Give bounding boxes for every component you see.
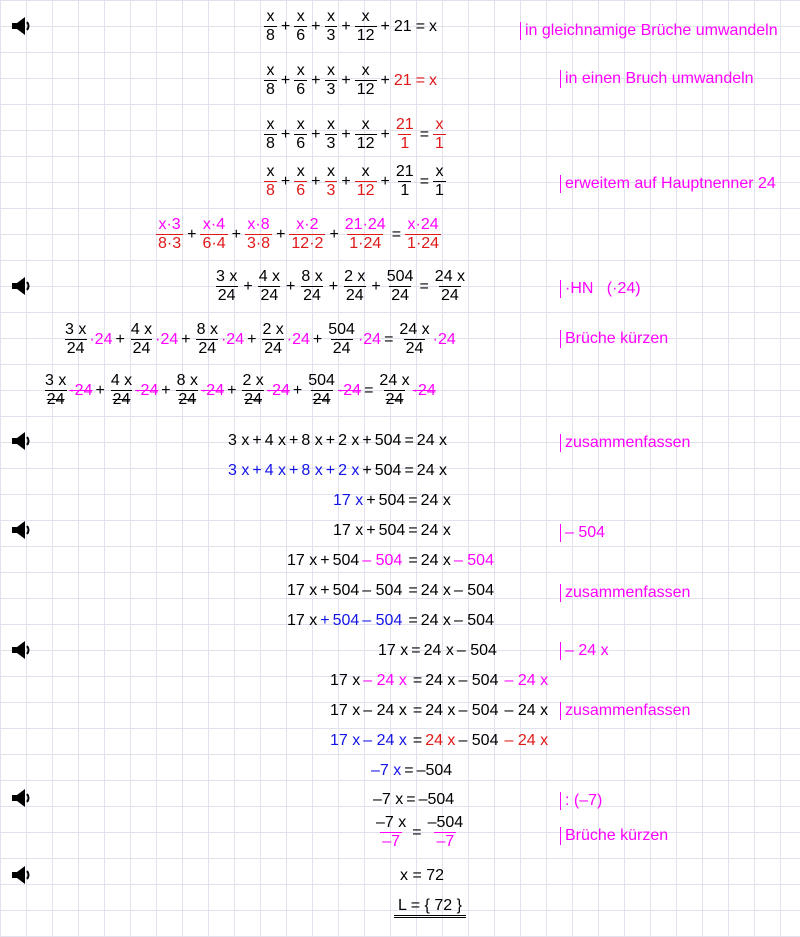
note: – 24 x [560,642,609,660]
equation-6: $\frac{3 x}{24}$ + $\frac{4 x}{24}$ + $\frac{8 x}{24}$ + $\frac{2 x}{24}$ + $\frac{504}{24}$ = $\frac{24 x}{24}$ [216,268,466,304]
solution: x = 72 [400,867,445,884]
term: x [326,8,335,25]
note: zusammenfassen [560,584,690,602]
equation-20: –7 x = –504 [371,762,453,779]
equation-14: 17 x + 504 – 504 = 24 x – 504 [287,582,494,599]
speaker-icon[interactable] [10,520,36,540]
equation-8-cancelled: $\frac{3 x}{24}$ ·24 + $\frac{4 x}{24}$ ·24 + $\frac{8 x}{24}$ ·24 + $\frac{2 x}{24}$ ·24 + $\frac{504}{24}$ ·24 = $\frac{24 x}{24}$ ·24 [45,372,436,408]
term: x [361,8,370,25]
equation-9: 3 x + 4 x + 8 x + 2 x + 504 = 24 x [228,432,448,449]
equation-13: 17 x + 504 – 504 = 24 x – 504 [287,552,494,569]
note: Brüche kürzen [560,827,668,845]
equation-15: 17 x + 504 – 504 = 24 x – 504 [287,612,494,629]
speaker-icon[interactable] [10,788,36,808]
note: erweitem auf Hauptnenner 24 [560,175,776,193]
equation-3: $\frac{x}{8}$ + $\frac{x}{6}$ + $\frac{x}{3}$ + $\frac{x}{12}$ + $\frac{21}{1}$ = $\frac{x}{1}$ [266,116,444,152]
term: x [296,8,305,25]
equation-7: $\frac{3 x}{24}$ ·24 + $\frac{4 x}{24}$ ·24 + $\frac{8 x}{24}$ ·24 + $\frac{2 x}{24}$ ·24 + $\frac{504}{24}$ ·24 = $\frac{24 x}{24}$ ·24 [65,321,456,357]
term: 21 [393,71,412,89]
equation-4: $\frac{x}{8}$ + $\frac{x}{6}$ + $\frac{x}{3}$ + $\frac{x}{12}$ + $\frac{21}{1}$ = $\frac{x}{1}$ [266,163,444,199]
equation-2: $\frac{x}{8}$ + $\frac{x}{6}$ + $\frac{x}{3}$ + $\frac{x}{12}$ + 21 = x [266,62,438,98]
equation-10: 3 x + 4 x + 8 x + 2 x + 504 = 24 x [228,462,448,479]
note: : (–7) [560,792,602,810]
note: Brüche kürzen [560,330,668,348]
speaker-icon[interactable] [10,865,36,885]
note: zusammenfassen [560,702,690,720]
note: in gleichnamige Brüche umwandeln [520,22,778,40]
equation-21: –7 x = –504 [373,791,455,808]
term: 6 [296,27,306,44]
equation-5: $\frac{x\cdot 3}{8\cdot 3}$ + $\frac{x\cdot 4}{6\cdot 4}$ + $\frac{x\cdot 8}{3\cdot 8}$ + $\frac{x\cdot 2}{12\cdot 2}$ + $\frac{21\cdot 24}{1\cdot 24}$ = $\frac{x\cdot 24}{1\cdot 24}$ [158,216,440,252]
term: 12 [356,27,375,44]
note: ·HN (·24) [560,280,641,298]
equation-19: 17 x – 24 x = 24 x – 504 – 24 x [330,732,549,749]
equation-12: 17 x + 504 = 24 x [333,522,451,539]
equation-16: 17 x = 24 x – 504 [378,642,497,659]
term: 21 [393,17,412,35]
term: x [266,8,275,25]
equation-11: 17 x + 504 = 24 x [333,492,451,509]
speaker-icon[interactable] [10,16,36,36]
equation-17: 17 x – 24 x = 24 x – 504 – 24 x [330,672,549,689]
term: 8 [266,27,275,44]
speaker-icon[interactable] [10,431,36,451]
equation-18: 17 x – 24 x = 24 x – 504 – 24 x [330,702,549,719]
equation-22: $\frac{-7 x}{-7}$ = $\frac{-504}{-7}$ [376,814,464,850]
term: 3 [326,27,336,44]
note: – 504 [560,524,605,542]
term: x [429,17,438,35]
term: x [429,71,438,89]
equation-1: $\frac{x}{8}$ + $\frac{x}{6}$ + $\frac{x}{3}$ + $\frac{x}{12}$ + 21 = x [266,8,438,44]
solution-set: L = { 72 } [394,897,466,918]
note: in einen Bruch umwandeln [560,70,754,88]
speaker-icon[interactable] [10,640,36,660]
note: zusammenfassen [560,434,690,452]
speaker-icon[interactable] [10,276,36,296]
